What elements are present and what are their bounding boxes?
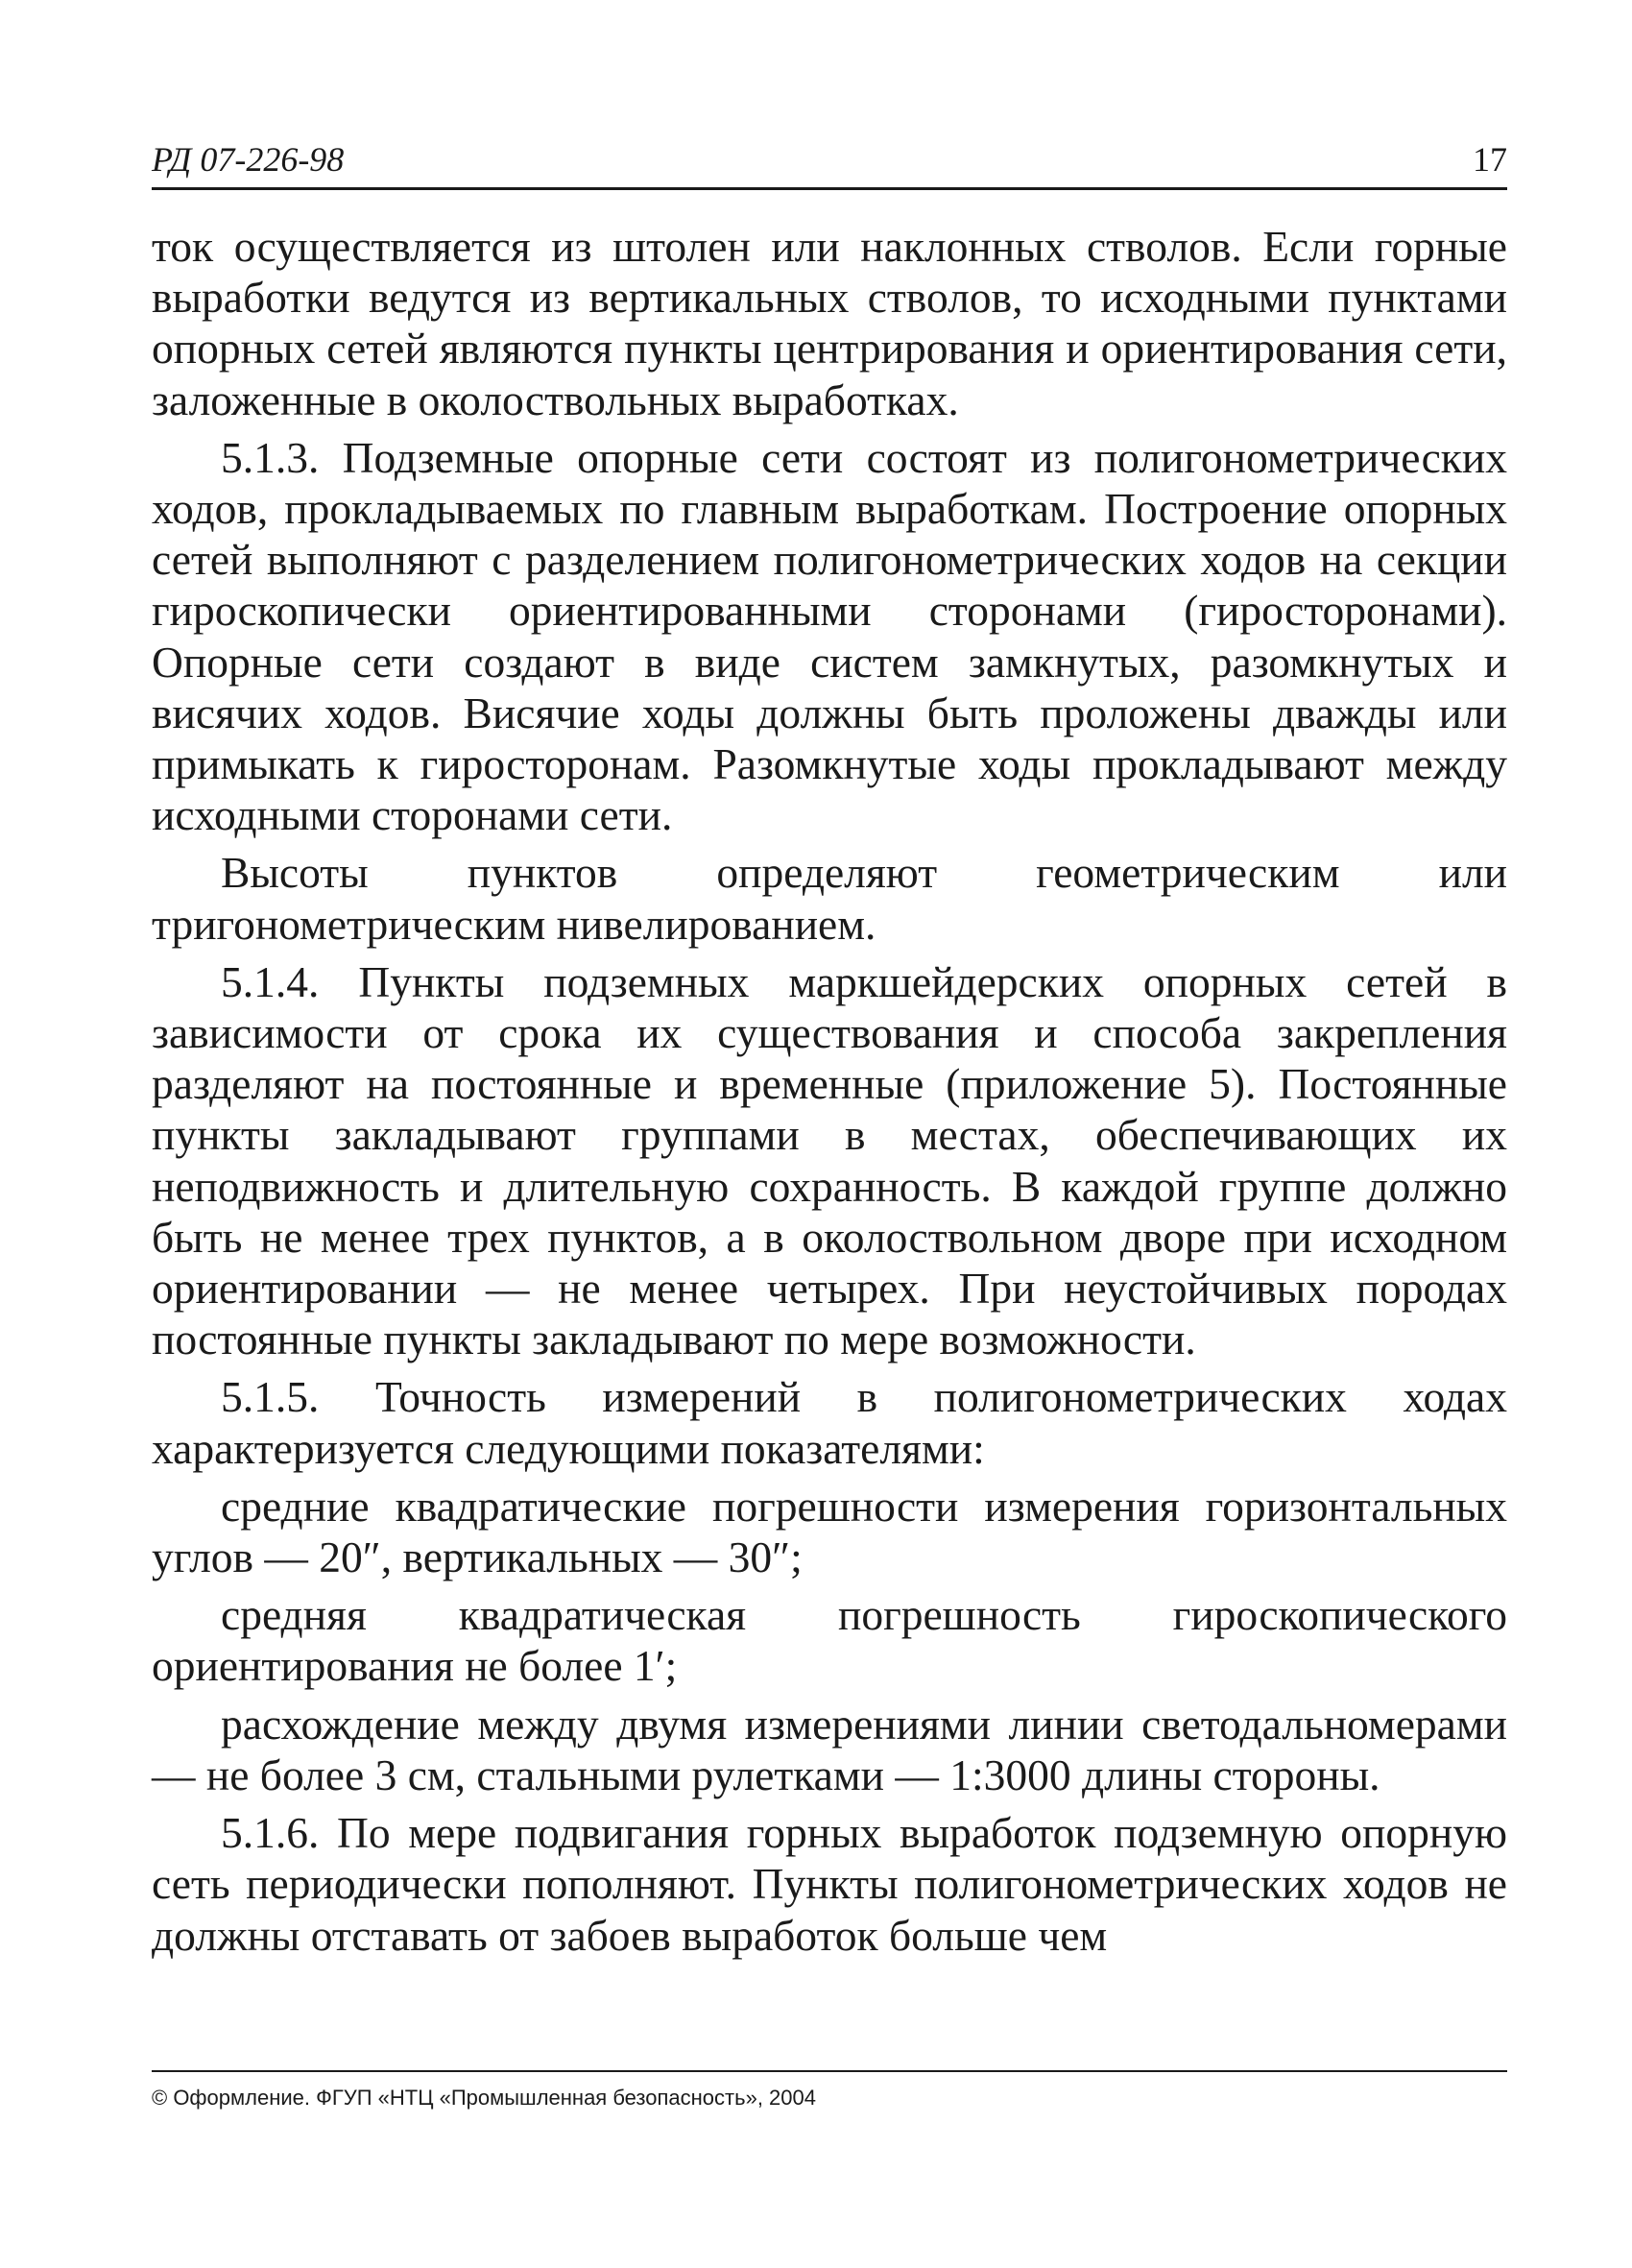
list-item-angles: средние квадратические погрешности измерения горизонтальных углов — 20″, вертикальных — 30″; [152, 1481, 1507, 1582]
paragraph-heights: Высоты пунктов определяют геометрическим или тригонометрическим нивелированием. [152, 848, 1507, 949]
running-header [152, 139, 1507, 190]
footer [152, 2070, 1507, 2111]
body-text [152, 221, 1507, 1967]
paragraph-5-1-6: 5.1.6. По мере подвигания горных выработок подземную опорную сеть периодически пополняют. Пункты полигонометрических ходов не должны отставать от забоев выработок больше чем [152, 1808, 1507, 1960]
list-item-distance: расхождение между двумя измерениями линии светодальномерами — не более 3 см, стальными рулетками — 1:3000 длины стороны. [152, 1699, 1507, 1799]
paragraph-5-1-5: 5.1.5. Точность измерений в полигонометрических ходах характеризуется следующими показателями: [152, 1372, 1507, 1473]
page-number: 17 [1473, 140, 1507, 179]
list-item-gyro: средняя квадратическая погрешность гироскопического ориентирования не более 1′; [152, 1590, 1507, 1691]
copyright-notice: © Оформление. ФГУП «НТЦ «Промышленная безопасность», 2004 [152, 2086, 816, 2110]
document-code: РД 07-226-98 [152, 140, 345, 179]
paragraph-continuation: ток осуществляется из штолен или наклонных стволов. Если горные выработки ведутся из вертикальных стволов, то исходными пунктами опорных сетей являются пункты центрирования и ориентирования сети, заложенные в околоствольных выработках. [152, 222, 1507, 424]
paragraph-5-1-3: 5.1.3. Подземные опорные сети состоят из полигонометрических ходов, прокладываемых по главным выработкам. Построение опорных сетей выполняют с разделением полигонометрических ходов на секции гироскопически ориентированными сторонами (гиросторонами). Опорные сети создают в виде систем замкнутых, разомкнутых и висячих ходов. Висячие ходы должны быть проложены дважды или примыкать к гиросторонам. Разомкнутые ходы прокладывают между исходными сторонами сети. [152, 432, 1507, 840]
paragraph-5-1-4: 5.1.4. Пункты подземных маркшейдерских опорных сетей в зависимости от срока их существования и способа закрепления разделяют на постоянные и временные (приложение 5). Постоянные пункты закладывают группами в местах, обеспечивающих их неподвижность и длительную сохранность. В каждой группе должно быть не менее трех пунктов, а в околоствольном дворе при исходном ориентировании — не менее четырех. При неустойчивых породах постоянные пункты закладывают по мере возможности. [152, 956, 1507, 1364]
